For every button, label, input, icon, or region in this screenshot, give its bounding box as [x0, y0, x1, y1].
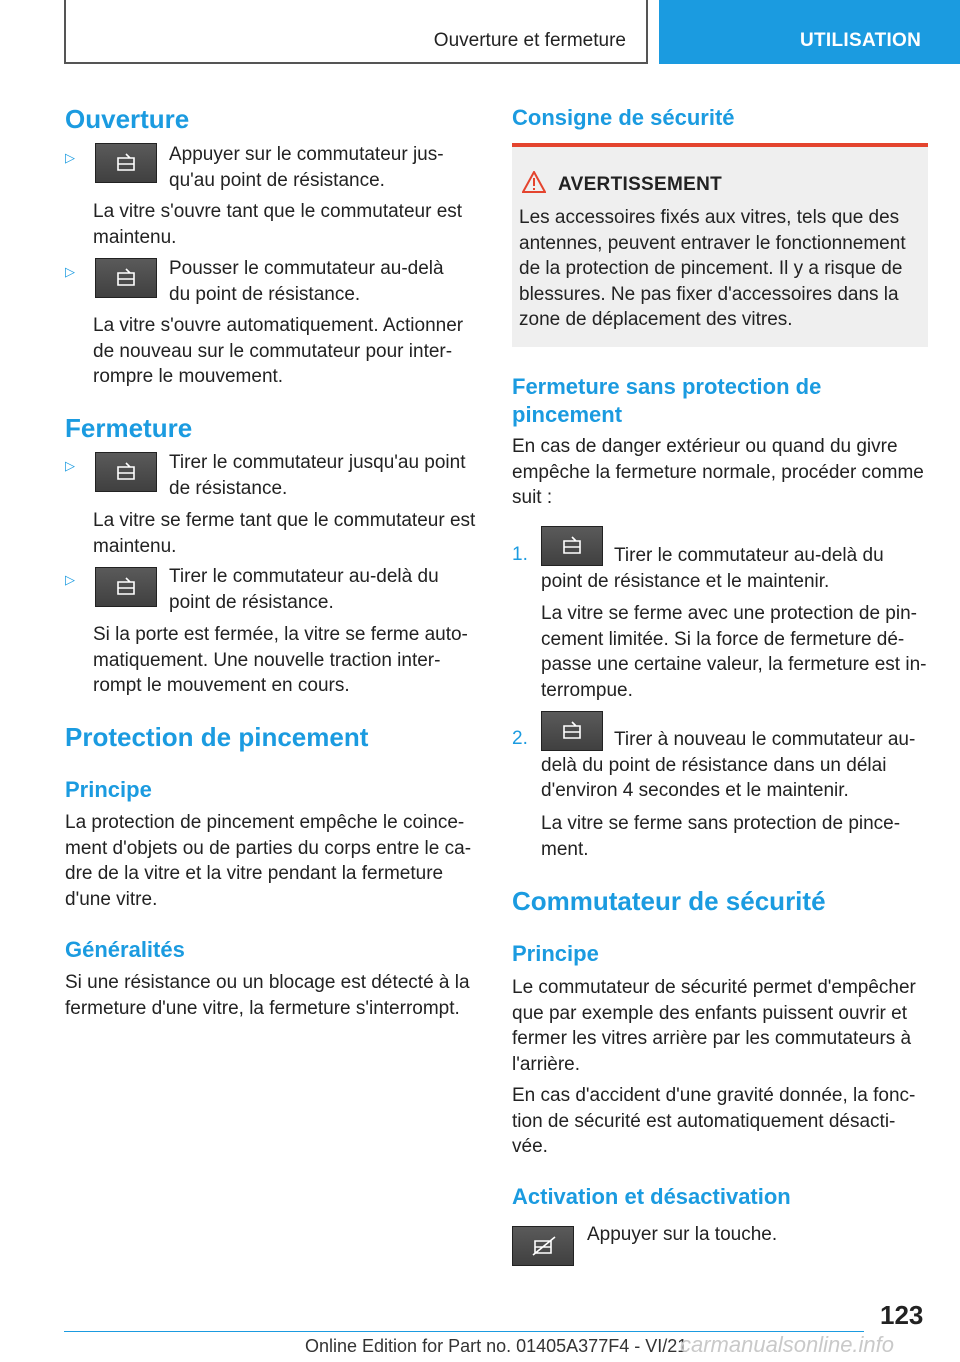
heading-protection: Protection de pincement	[65, 722, 369, 752]
section-title: Ouverture et fermeture	[433, 30, 626, 51]
watermark: carmanualsonline.info	[680, 1332, 895, 1357]
heading-sans-protection: Fermeture sans protection de pincement	[512, 374, 822, 427]
heading-ouverture: Ouverture	[65, 104, 190, 134]
child-lock-switch-icon	[512, 1226, 574, 1266]
body-text: En cas de danger extérieur ou quand du givre empêche la fermeture normale, procéder comme suit :	[512, 436, 924, 508]
window-switch-icon	[95, 452, 157, 492]
result-text: La vitre se ferme tant que le commutateur est maintenu.	[93, 510, 476, 557]
list-marker-icon: ▷	[65, 150, 75, 165]
window-switch-icon	[95, 143, 157, 183]
instruction-text: Tirer le commutateur au-delà du point de résistance.	[169, 566, 439, 613]
warning-box	[512, 143, 928, 347]
list-marker-icon: ▷	[65, 458, 75, 473]
footer-edition: Online Edition for Part no. 01405A377F4 - VI/21	[305, 1336, 688, 1356]
result-text: La vitre se ferme sans protection de pince-ment.	[541, 813, 901, 860]
heading-principe: Principe	[512, 941, 599, 966]
running-header	[64, 0, 648, 64]
instruction-text: Tirer à nouveau le commutateur au-delà du point de résistance dans un délai d'environ 4 secondes et le maintenir.	[541, 729, 916, 801]
heading-fermeture: Fermeture	[65, 413, 193, 443]
heading-consigne: Consigne de sécurité	[512, 105, 735, 130]
page-number: 123	[880, 1300, 924, 1330]
result-text: La vitre s'ouvre tant que le commutateur est maintenu.	[93, 201, 463, 248]
instruction-text: Appuyer sur le commutateur jus-qu'au point de résistance.	[169, 144, 444, 191]
warning-text: Les accessoires fixés aux vitres, tels que des antennes, peuvent entraver le fonctionnement de la protection de pincement. Il y a risque de blessures. Ne pas fixer d'accessoires dans la zone de déplacement des vitres.	[519, 207, 906, 330]
warning-triangle-icon	[522, 171, 546, 193]
body-text: Le commutateur de sécurité permet d'empêcher que par exemple des enfants puissent ouvrir et fermer les vitres arrière par les commutateurs à l'arrière.	[512, 977, 916, 1075]
window-switch-icon	[95, 567, 157, 607]
list-marker-icon: ▷	[65, 572, 75, 587]
step-number: 1.	[512, 544, 528, 565]
body-text: En cas d'accident d'une gravité donnée, la fonc-tion de sécurité est automatiquement désacti-vée.	[512, 1085, 916, 1157]
heading-generalites: Généralités	[65, 937, 185, 962]
result-text: Si la porte est fermée, la vitre se ferme auto-matiquement. Une nouvelle traction inter-rompt le mouvement en cours.	[93, 624, 468, 696]
instruction-text: Pousser le commutateur au-delà du point de résistance.	[169, 258, 444, 305]
chapter-tab	[659, 0, 960, 64]
result-text: La vitre s'ouvre automatiquement. Actionner de nouveau sur le commutateur pour inter-rompre le mouvement.	[93, 315, 464, 387]
list-marker-icon: ▷	[65, 264, 75, 279]
window-switch-icon	[95, 258, 157, 298]
heading-activation: Activation et désactivation	[512, 1184, 791, 1209]
heading-principe: Principe	[65, 777, 152, 802]
body-text: La protection de pincement empêche le coince-ment d'objets ou de parties du corps entre le ca-dre de la vitre et la vitre pendant la fermeture d'une vitre.	[65, 812, 472, 910]
warning-label: AVERTISSEMENT	[558, 174, 723, 195]
result-text: La vitre se ferme avec une protection de pin-cement limitée. Si la force de fermeture dé-passe une certaine valeur, la fermeture est in-terrompue.	[541, 603, 927, 701]
chapter-tab-label: UTILISATION	[800, 30, 922, 51]
instruction-text: Tirer le commutateur jusqu'au point de résistance.	[169, 452, 466, 499]
heading-commutateur: Commutateur de sécurité	[512, 886, 826, 916]
step-number: 2.	[512, 728, 528, 749]
body-text: Si une résistance ou un blocage est détecté à la fermeture d'une vitre, la fermeture s'interrompt.	[65, 972, 470, 1019]
instruction-text: Tirer le commutateur au-delà du point de résistance et le maintenir.	[541, 545, 884, 592]
body-text: Appuyer sur la touche.	[587, 1224, 778, 1245]
